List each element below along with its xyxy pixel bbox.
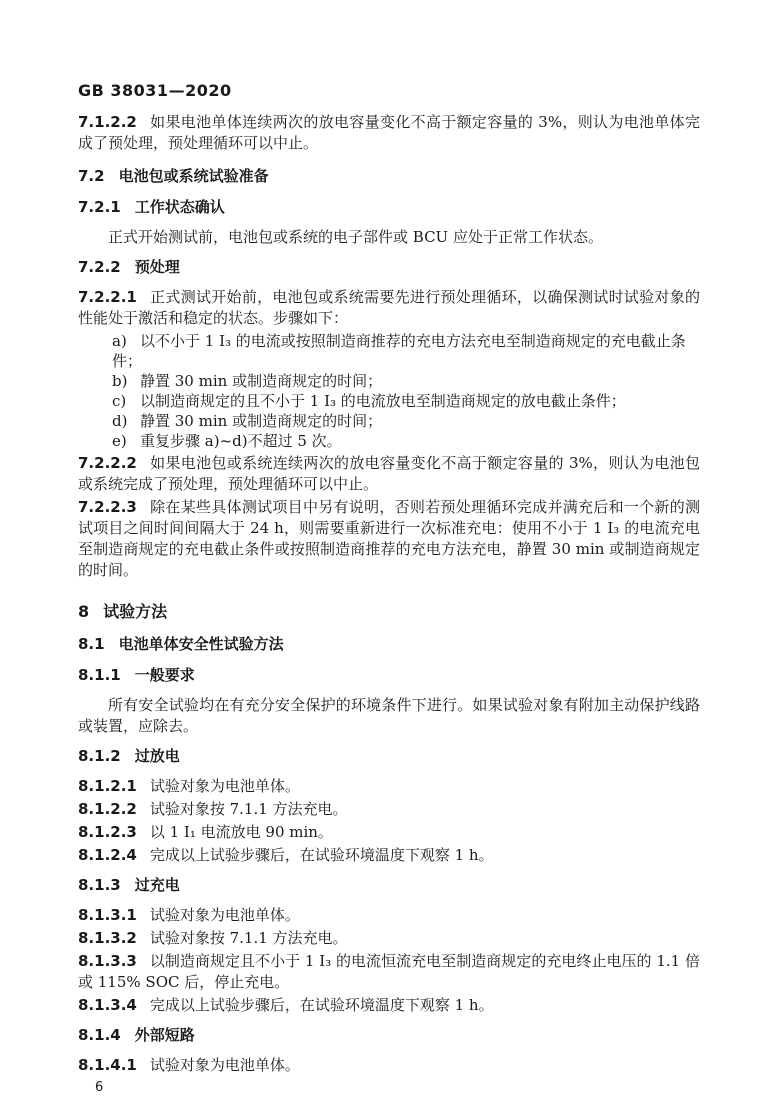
clause-8-1-2-3 (78, 822, 700, 843)
section-heading-8-1-1 (78, 665, 700, 686)
section-number: 8.1.2 (78, 747, 121, 765)
section-title: 外部短路 (134, 1026, 195, 1044)
standard-number-header: GB 38031—2020 (78, 81, 232, 100)
list-item-b (112, 371, 700, 391)
clause-8-1-3-4 (78, 995, 700, 1016)
step-list (78, 331, 700, 451)
list-marker: d) (112, 412, 128, 430)
list-item-text: 重复步骤 a)~d)不超过 5 次。 (140, 432, 342, 450)
clause-number: 8.1.3.1 (78, 906, 137, 924)
section-title: 试验方法 (103, 602, 168, 621)
clause-text: 试验对象为电池单体。 (149, 1056, 300, 1074)
list-item-text: 以不小于 1 I₃ 的电流或按照制造商推荐的充电方法充电至制造商规定的充电截止条件； (112, 332, 686, 370)
clause-text: 试验对象为电池单体。 (149, 906, 300, 924)
clause-8-1-2-1 (78, 776, 700, 797)
clause-8-1-3-2 (78, 928, 700, 949)
clause-number: 8.1.2.3 (78, 823, 137, 841)
section-number: 7.2.2 (78, 258, 121, 276)
section-number: 8.1.4 (78, 1026, 121, 1044)
list-item-c (112, 391, 700, 411)
clause-number: 8.1.3.2 (78, 929, 137, 947)
section-heading-8-1 (78, 634, 700, 655)
list-marker: c) (112, 392, 127, 410)
clause-number: 7.2.2.2 (78, 454, 137, 472)
clause-text: 正式测试开始前，电池包或系统需要先进行预处理循环，以确保测试时试验对象的性能处于激活和稳定的状态。步骤如下： (78, 288, 700, 327)
clause-text: 试验对象按 7.1.1 方法充电。 (149, 800, 348, 818)
section-title: 电池包或系统试验准备 (118, 167, 269, 185)
clause-text: 除在某些具体测试项目中另有说明，否则若预处理循环完成并满充后和一个新的测试项目之间时间间隔大于 24 h，则需要重新进行一次标准充电：使用不小于 1 I₃ 的电流充电至制造商规定的充电截止条件或按照制造商推荐的充电方法充电，静置 30 min 或制造商规定的时间。 (78, 498, 700, 579)
section-number: 8.1.3 (78, 876, 121, 894)
section-heading-8-1-2 (78, 746, 700, 767)
section-number: 8.1 (78, 635, 105, 653)
clause-text: 试验对象按 7.1.1 方法充电。 (149, 929, 348, 947)
clause-number: 7.2.2.3 (78, 498, 137, 516)
clause-number: 7.1.2.2 (78, 113, 137, 131)
paragraph-7-2-1: 正式开始测试前，电池包或系统的电子部件或 BCU 应处于正常工作状态。 (108, 228, 603, 246)
section-title: 工作状态确认 (134, 198, 225, 216)
clause-8-1-2-2 (78, 799, 700, 820)
chapter-heading-8 (78, 601, 700, 622)
clause-7-2-2-2 (78, 453, 700, 495)
clause-text: 如果电池包或系统连续两次的放电容量变化不高于额定容量的 3%，则认为电池包或系统完成了预处理，预处理循环可以中止。 (78, 454, 700, 493)
clause-number: 8.1.2.4 (78, 846, 137, 864)
clause-text: 以制造商规定且不小于 1 I₃ 的电流恒流充电至制造商规定的充电终止电压的 1.1 倍或 115% SOC 后，停止充电。 (78, 952, 700, 991)
section-heading-7-2 (78, 166, 700, 187)
list-item-e (112, 431, 700, 451)
clause-7-2-2-3 (78, 497, 700, 581)
section-title: 一般要求 (134, 666, 195, 684)
section-title: 电池单体安全性试验方法 (118, 635, 284, 653)
clause-number: 8.1.3.4 (78, 996, 137, 1014)
clause-text: 如果电池单体连续两次的放电容量变化不高于额定容量的 3%，则认为电池单体完成了预处理，预处理循环可以中止。 (78, 113, 700, 152)
page-number: 6 (95, 1080, 104, 1095)
section-heading-8-1-4 (78, 1025, 700, 1046)
section-number: 7.2.1 (78, 198, 121, 216)
list-marker: a) (112, 332, 127, 350)
section-title: 过放电 (134, 747, 180, 765)
section-heading-7-2-2 (78, 257, 700, 278)
list-item-text: 静置 30 min 或制造商规定的时间； (140, 372, 383, 390)
list-item-a (112, 331, 700, 371)
clause-text: 试验对象为电池单体。 (149, 777, 300, 795)
section-number: 8 (78, 602, 90, 621)
clause-text: 以 1 I₁ 电流放电 90 min。 (149, 823, 333, 841)
clause-number: 8.1.4.1 (78, 1056, 137, 1074)
section-heading-7-2-1 (78, 197, 700, 218)
section-number: 8.1.1 (78, 666, 121, 684)
clause-number: 8.1.2.1 (78, 777, 137, 795)
clause-8-1-4-1 (78, 1055, 700, 1076)
clause-number: 7.2.2.1 (78, 288, 137, 306)
list-item-text: 静置 30 min 或制造商规定的时间； (140, 412, 383, 430)
clause-7-2-2-1 (78, 287, 700, 329)
clause-number: 8.1.2.2 (78, 800, 137, 818)
clause-8-1-2-4 (78, 845, 700, 866)
clause-7-1-2-2 (78, 112, 700, 154)
clause-8-1-3-3 (78, 951, 700, 993)
list-item-text: 以制造商规定的且不小于 1 I₃ 的电流放电至制造商规定的放电截止条件； (140, 392, 626, 410)
paragraph-8-1-1: 所有安全试验均在有充分安全保护的环境条件下进行。如果试验对象有附加主动保护线路或装置，应除去。 (78, 696, 700, 735)
section-heading-8-1-3 (78, 875, 700, 896)
list-marker: b) (112, 372, 128, 390)
list-item-d (112, 411, 700, 431)
section-title: 过充电 (134, 876, 180, 894)
clause-text: 完成以上试验步骤后，在试验环境温度下观察 1 h。 (149, 846, 494, 864)
section-title: 预处理 (134, 258, 180, 276)
clause-text: 完成以上试验步骤后，在试验环境温度下观察 1 h。 (149, 996, 494, 1014)
clause-8-1-3-1 (78, 905, 700, 926)
section-number: 7.2 (78, 167, 105, 185)
list-marker: e) (112, 432, 127, 450)
clause-number: 8.1.3.3 (78, 952, 137, 970)
